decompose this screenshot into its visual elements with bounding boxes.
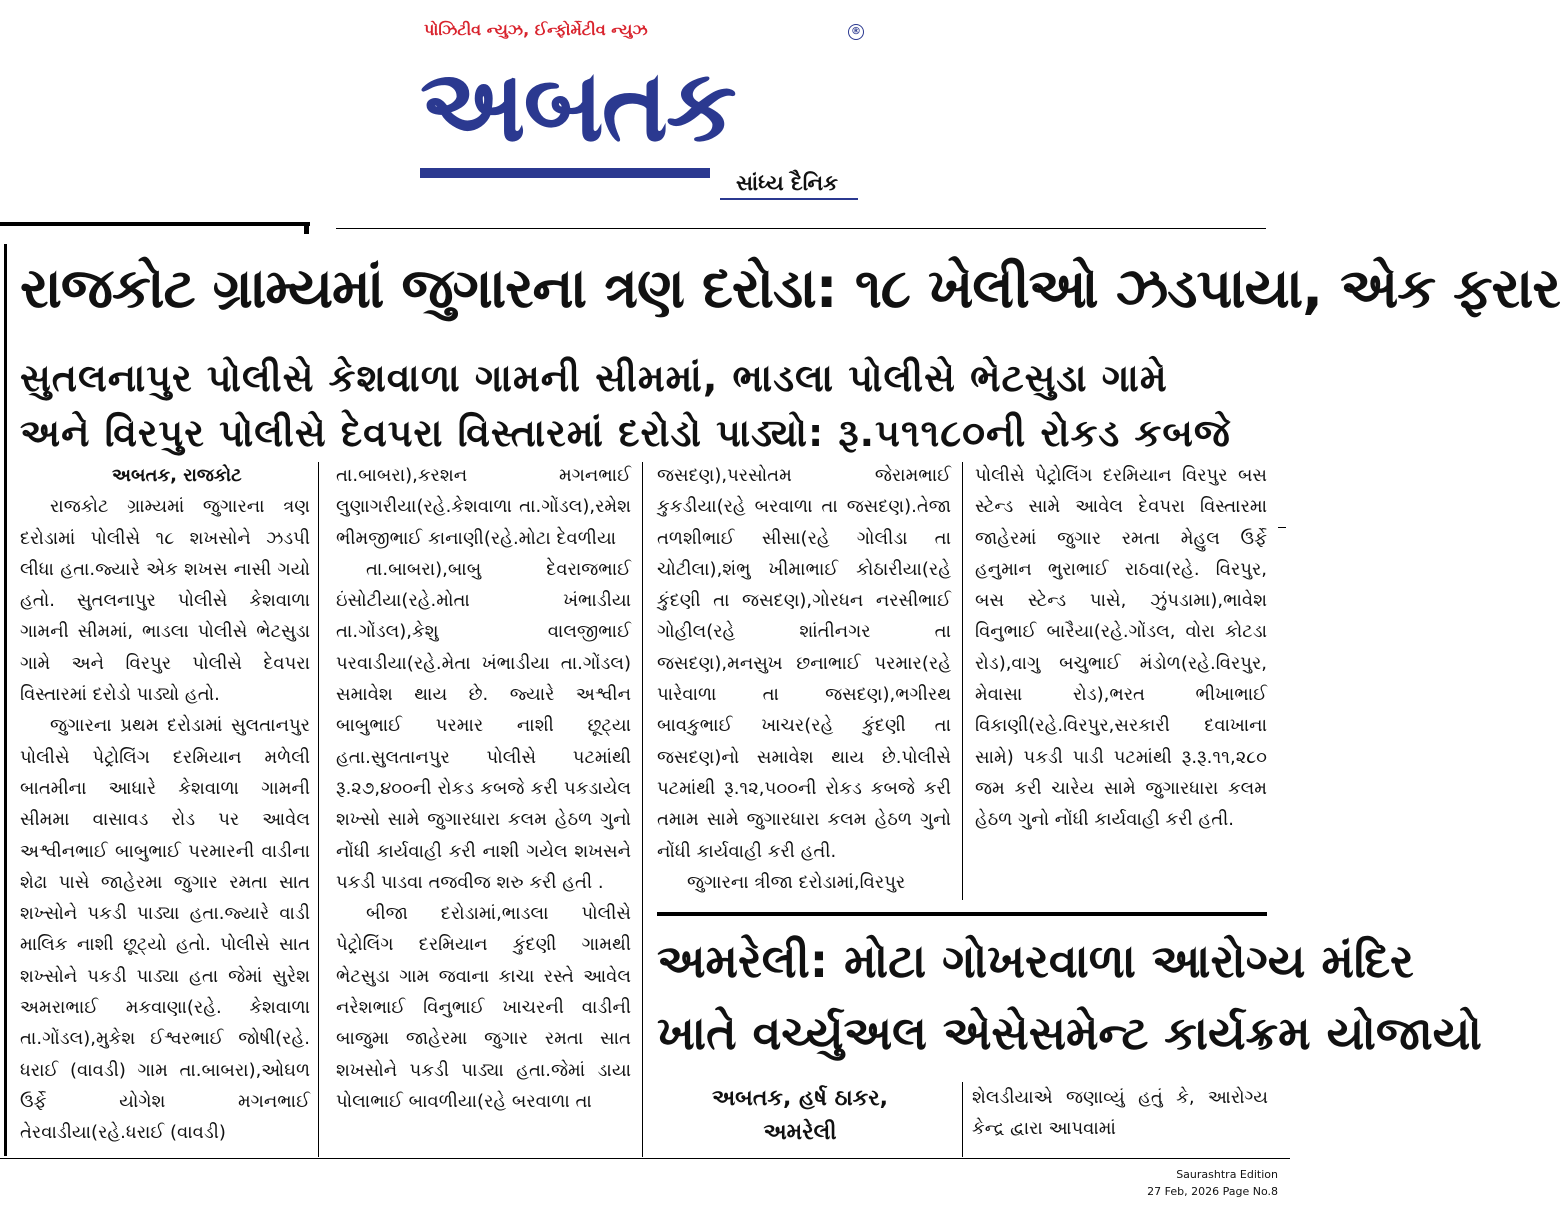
top-rule-left-vert [304, 222, 309, 234]
date-page-label: 27 Feb, 2026 Page No.8 [1147, 1185, 1278, 1198]
paragraph: તા.બાબરા),કરશન મગનભાઈ લુણાગરીયા(રહે.કેશવાળા તા.ગોંડલ),રમેશ ભીમજીભાઈ કાનાણી(રહે.મોટા દેવળીયા [336, 465, 631, 549]
logo-underline [720, 198, 858, 200]
top-rule-right [336, 228, 1266, 229]
subheadline-line-2: અને વિરપુર પોલીસે દેવપરા વિસ્તારમાં દરોડો પાડ્યો: રૂ.૫૧૧૮૦ની રોકડ કબજે [20, 411, 1231, 455]
paragraph: જસદણ),પરસોતમ જેરામભાઈ કુકડીયા(રહે બરવાળા તા જસદણ).તેજા તળશીભાઈ સીસા(રહે ગોલીડા તા ચોટીલા),શંભુ ખીમાભાઈ કોઠારીયા(રહે કુંદણી તા જસદણ),ગોરધન નરસીભાઈ ગોહીલ(રહે શાંતીનગર તા જસદણ),મનસુખ છનાભાઈ પરમાર(રહે પારેવાળા તા જસદણ),ભગીરથ બાવકુભાઈ ખાચર(રહે કુંદણી તા જસદણ)નો સમાવેશ થાય છે.પોલીસે પટમાંથી રૂ.૧૨,૫૦૦ની રોકડ કબજે કરી તમામ સામે જુગારધારા કલમ હેઠળ ગુનો નોંધી કાર્યવાહી કરી હતી. [657, 465, 951, 862]
logo-bar [420, 168, 710, 178]
article-column-1 [20, 460, 310, 1149]
paragraph: તા.બાબરા),બાબુ દેવરાજભાઈ ઇંસોટીયા(રહે.મોતા ખંભાડીયા તા.ગોંડલ),કેશુ વાલજીભાઈ પરવાડીયા(રહે.મેતા ખંભાડીયા તા.ગોંડલ) સમાવેશ થાય છે. જ્યારે અશ્વીન બાબુભાઈ પરમાર નાશી છૂટ્યા હતા.સુલતાનપુર પોલીસે પટમાંથી રૂ.૨૭,૪૦૦ની રોકડ કબજે કરી પકડાયેલ શખ્સો સામે જુગારધારા કલમ હેઠળ ગુનો નોંધી કાર્યવાહી કરી નાશી ગયેલ શખસને પકડી પાડવા તજવીજ શરુ કરી હતી . [336, 558, 631, 893]
paragraph: જુગારના પ્રથમ દરોડામાં સુલતાનપુર પોલીસે પેટ્રોલિંગ દરમિયાન મળેલી બાતમીના આધારે કેશવાળા ગામની સીમમા વાસાવડ રોડ પર આવેલ અશ્વીનભાઈ બાબુભાઈ પરમારની વાડીના શેઢા પાસે જાહેરમા જુગાર રમતા સાત શખ્સોને પકડી પાડ્યા હતા.જ્યારે વાડી માલિક નાશી છૂટ્યો હતો. પોલીસે સાત શખ્સોને પકડી પાડ્યા હતા જેમાં સુરેશ અમરાભાઈ મકવાણા(રહે. કેશવાળા તા.ગોંડલ),મુકેશ ઈશ્વરભાઈ જોષી(રહે. ધરાઈ (વાવડી) ગામ તા.બાબરા),ઓઘળ ઉર્ફે યોગેશ મગનભાઈ તેરવાડીયા(રહે.ધરાઈ (વાવડી) [20, 715, 310, 1144]
left-border [4, 244, 7, 1156]
story2-body: શેલડીયાએ જણાવ્યું હતું કે, આરોગ્ય કેન્દ્ર દ્વારા આપવામાં [972, 1087, 1268, 1139]
story2-top-rule [657, 912, 1267, 916]
paragraph: પોલીસે પેટ્રોલિંગ દરમિયાન વિરપુર બસ સ્ટેન્ડ સામે આવેલ દેવપરા વિસ્તારમા જાહેરમાં જુગાર રમતા મેહુલ ઉર્ફે હનુમાન ભુરાભાઈ રાઠવા(રહે. વિરપુર, બસ સ્ટેન્ડ પાસે, ઝુંપડામા),ભાવેશ વિનુભાઈ બારૈયા(રહે.ગોંડલ, વોરા કોટડા રોડ),વાગુ બચુભાઈ મંડોળ(રહે.વિરપુર, મેવાસા રોડ),ભરત ભીખાભાઈ વિકાણી(રહે.વિરપુર,સરકારી દવાખાના સામે) પકડી પાડી પટમાંથી રૂ.રૂ.૧૧,૨૮૦ જમ કરી ચારેય સામે જુગારધારા કલમ હેઠળ ગુનો નોંધી કાર્યવાહી કરી હતી. [975, 465, 1267, 831]
edition-subtitle: સાંધ્ય દૈનિક [736, 171, 838, 195]
bottom-rule [0, 1158, 1290, 1159]
byline-line-2: અમરેલી [763, 1120, 837, 1145]
edge-tick [1278, 527, 1286, 528]
edition-label: Saurashtra Edition [1176, 1168, 1278, 1181]
byline-line-1: અબતક, હર્ષ ઠાકર, [711, 1086, 889, 1111]
article-column-3 [657, 460, 951, 898]
top-rule-left [0, 222, 310, 226]
paragraph: જુગારના ત્રીજા દરોડામાં,વિરપુર [687, 871, 906, 893]
footer [1147, 1166, 1278, 1200]
masthead [420, 18, 870, 203]
column-divider [642, 462, 643, 1157]
newspaper-logo: અબતક [420, 47, 735, 164]
paragraph: બીજા દરોડામાં,ભાડલા પોલીસે પેટ્રોલિંગ દરમિયાન કુંદણી ગામથી ભેટસુડા ગામ જવાના કાચા રસ્તે આવેલ નરેશભાઈ વિનુભાઈ ખાચરની વાડીની બાજુમા જાહેરમા જુગાર રમતા સાત શખસોને પકડી પાડ્યા હતા.જેમાં ડાયા પોલાભાઈ બાવળીયા(રહે બરવાળા તા [336, 903, 631, 1112]
column-divider [962, 462, 963, 900]
main-headline: રાજકોટ ગ્રામ્યમાં જુગારના ત્રણ દરોડા: ૧૮ ખેલીઓ ઝડપાયા, એક ફરાર [20, 256, 1560, 320]
registered-mark: ® [848, 24, 864, 40]
tagline: પોઝિટીવ ન્યુઝ, ઈન્ફોર્મેટીવ ન્યુઝ [424, 20, 648, 39]
article-column-2 [336, 460, 631, 1117]
paragraph: રાજકોટ ગ્રામ્યમાં જુગારના ત્રણ દરોડામાં પોલીસે ૧૮ શખસોને ઝડપી લીધા હતા.જ્યારે એક શખસ નાસી ગયો હતો. સુતલનાપુર પોલીસે કેશવાળા ગામની સીમમાં, ભાડલા પોલીસે ભેટસુડા ગામે અને વિરપુર પોલીસે દેવપરા વિસ્તારમાં દરોડો પાડ્યો હતો. [20, 496, 310, 706]
story2-byline [680, 1082, 920, 1150]
article-column-4 [975, 460, 1267, 836]
column-divider [318, 462, 319, 1157]
column-divider [962, 1082, 963, 1157]
dateline: અબતક, રાજકોટ [112, 465, 242, 486]
subheadline-line-1: સુતલનાપુર પોલીસે કેશવાળા ગામની સીમમાં, ભાડલા પોલીસે ભેટસુડા ગામે [20, 356, 1168, 400]
story2-headline-line-1: અમરેલી: મોટા ગોખરવાળા આરોગ્ય મંદિર [657, 934, 1414, 988]
story2-headline-line-2: ખાતે વર્ચ્યુઅલ એસેસમેન્ટ કાર્યક્રમ યોજાયો [657, 1006, 1482, 1060]
